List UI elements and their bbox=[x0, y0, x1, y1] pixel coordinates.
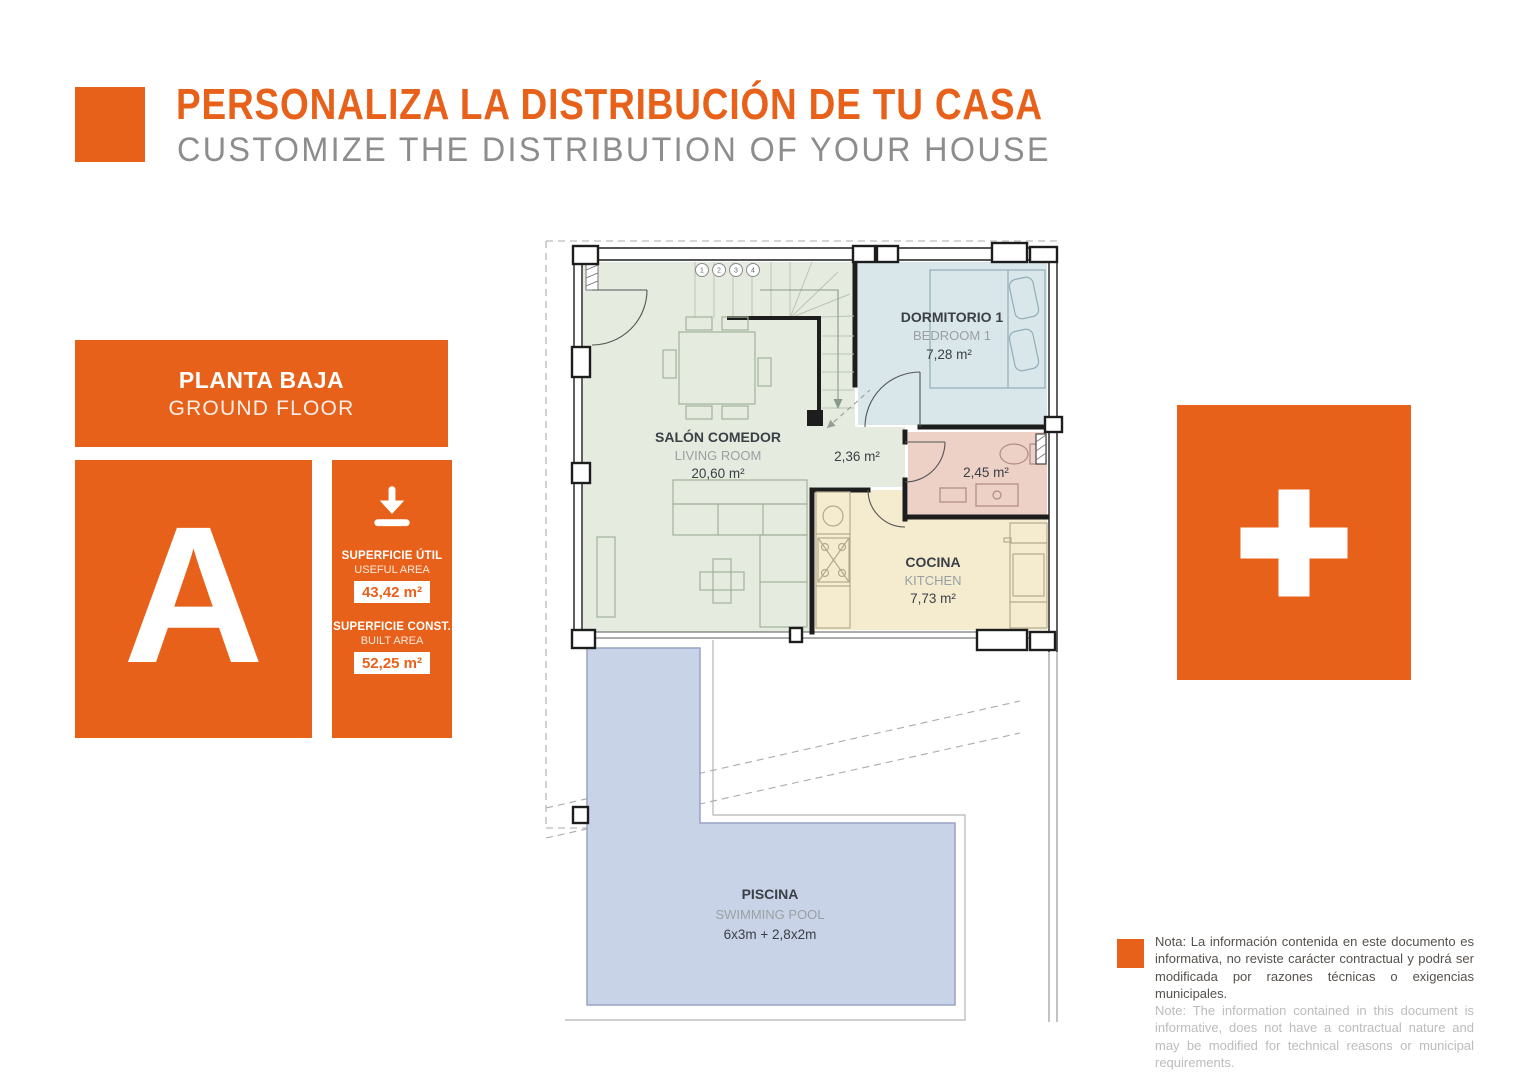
page-title: PERSONALIZA LA DISTRIBUCIÓN DE TU CASA bbox=[176, 80, 1043, 129]
kitchen-name-en: KITCHEN bbox=[904, 573, 962, 588]
disclaimer-en: Note: The information contained in this document is informative, does not have a contractual nature and may be modified for technical reasons or municipal requirements. bbox=[1155, 1003, 1474, 1070]
kitchen-area: 7,73 m² bbox=[910, 591, 956, 606]
useful-area-value: 43,42 m² bbox=[354, 581, 430, 603]
stair-railing-post bbox=[807, 410, 823, 426]
bedroom-name-es: DORMITORIO 1 bbox=[900, 309, 1004, 325]
living-room-area: 20,60 m² bbox=[691, 466, 745, 481]
hall-area: 2,36 m² bbox=[834, 449, 880, 464]
shower-niche-hatch bbox=[1036, 434, 1046, 464]
floor-name-en: GROUND FLOOR bbox=[168, 396, 355, 420]
bedroom-fill bbox=[858, 262, 1047, 425]
built-area-label-es: SUPERFICIE CONST. bbox=[333, 621, 451, 633]
plot-side-wall bbox=[1049, 652, 1057, 1022]
useful-area-label-es: SUPERFICIE ÚTIL bbox=[341, 550, 443, 562]
entry-window-hatch bbox=[586, 263, 598, 290]
note-marker bbox=[1117, 939, 1144, 968]
model-letter: A bbox=[123, 485, 264, 704]
living-room-name-es: SALÓN COMEDOR bbox=[655, 429, 781, 445]
floor-name-es: PLANTA BAJA bbox=[178, 366, 345, 393]
pool-dimensions: 6x3m + 2,8x2m bbox=[723, 927, 817, 942]
built-area-label-en: BUILT AREA bbox=[360, 635, 424, 647]
stair-number: 3 bbox=[734, 267, 738, 275]
add-floor-button[interactable] bbox=[1177, 405, 1411, 680]
pool-shape bbox=[587, 648, 955, 1005]
download-icon[interactable] bbox=[369, 484, 415, 530]
logo-square bbox=[75, 87, 145, 162]
bedroom-name-en: BEDROOM 1 bbox=[912, 328, 992, 343]
pool-name-en: SWIMMING POOL bbox=[715, 907, 825, 922]
living-room-name-en: LIVING ROOM bbox=[674, 448, 762, 463]
area-stats-panel bbox=[332, 460, 452, 738]
disclaimer-es: Nota: La información contenida en este documento es informativa, no reviste carácter contractual y podrá ser modificada por razones técnicas o exigencias municipales. bbox=[1155, 934, 1474, 1001]
kitchen-name-es: COCINA bbox=[905, 554, 961, 570]
disclaimer bbox=[1155, 933, 1474, 1071]
stair-number: 1 bbox=[700, 267, 704, 275]
floor-banner bbox=[75, 340, 448, 447]
built-area-value: 52,25 m² bbox=[354, 652, 430, 674]
page-subtitle: CUSTOMIZE THE DISTRIBUTION OF YOUR HOUSE bbox=[177, 131, 1051, 169]
bathroom-area: 2,45 m² bbox=[963, 465, 1009, 480]
pool-name-es: PISCINA bbox=[741, 886, 799, 902]
bedroom-area: 7,28 m² bbox=[926, 347, 972, 362]
floor-plan bbox=[540, 232, 1100, 1048]
stair-number: 2 bbox=[717, 267, 721, 275]
stair-number: 4 bbox=[751, 267, 755, 275]
model-a-tile[interactable] bbox=[75, 460, 312, 738]
useful-area-label-en: USEFUL AREA bbox=[354, 564, 430, 576]
